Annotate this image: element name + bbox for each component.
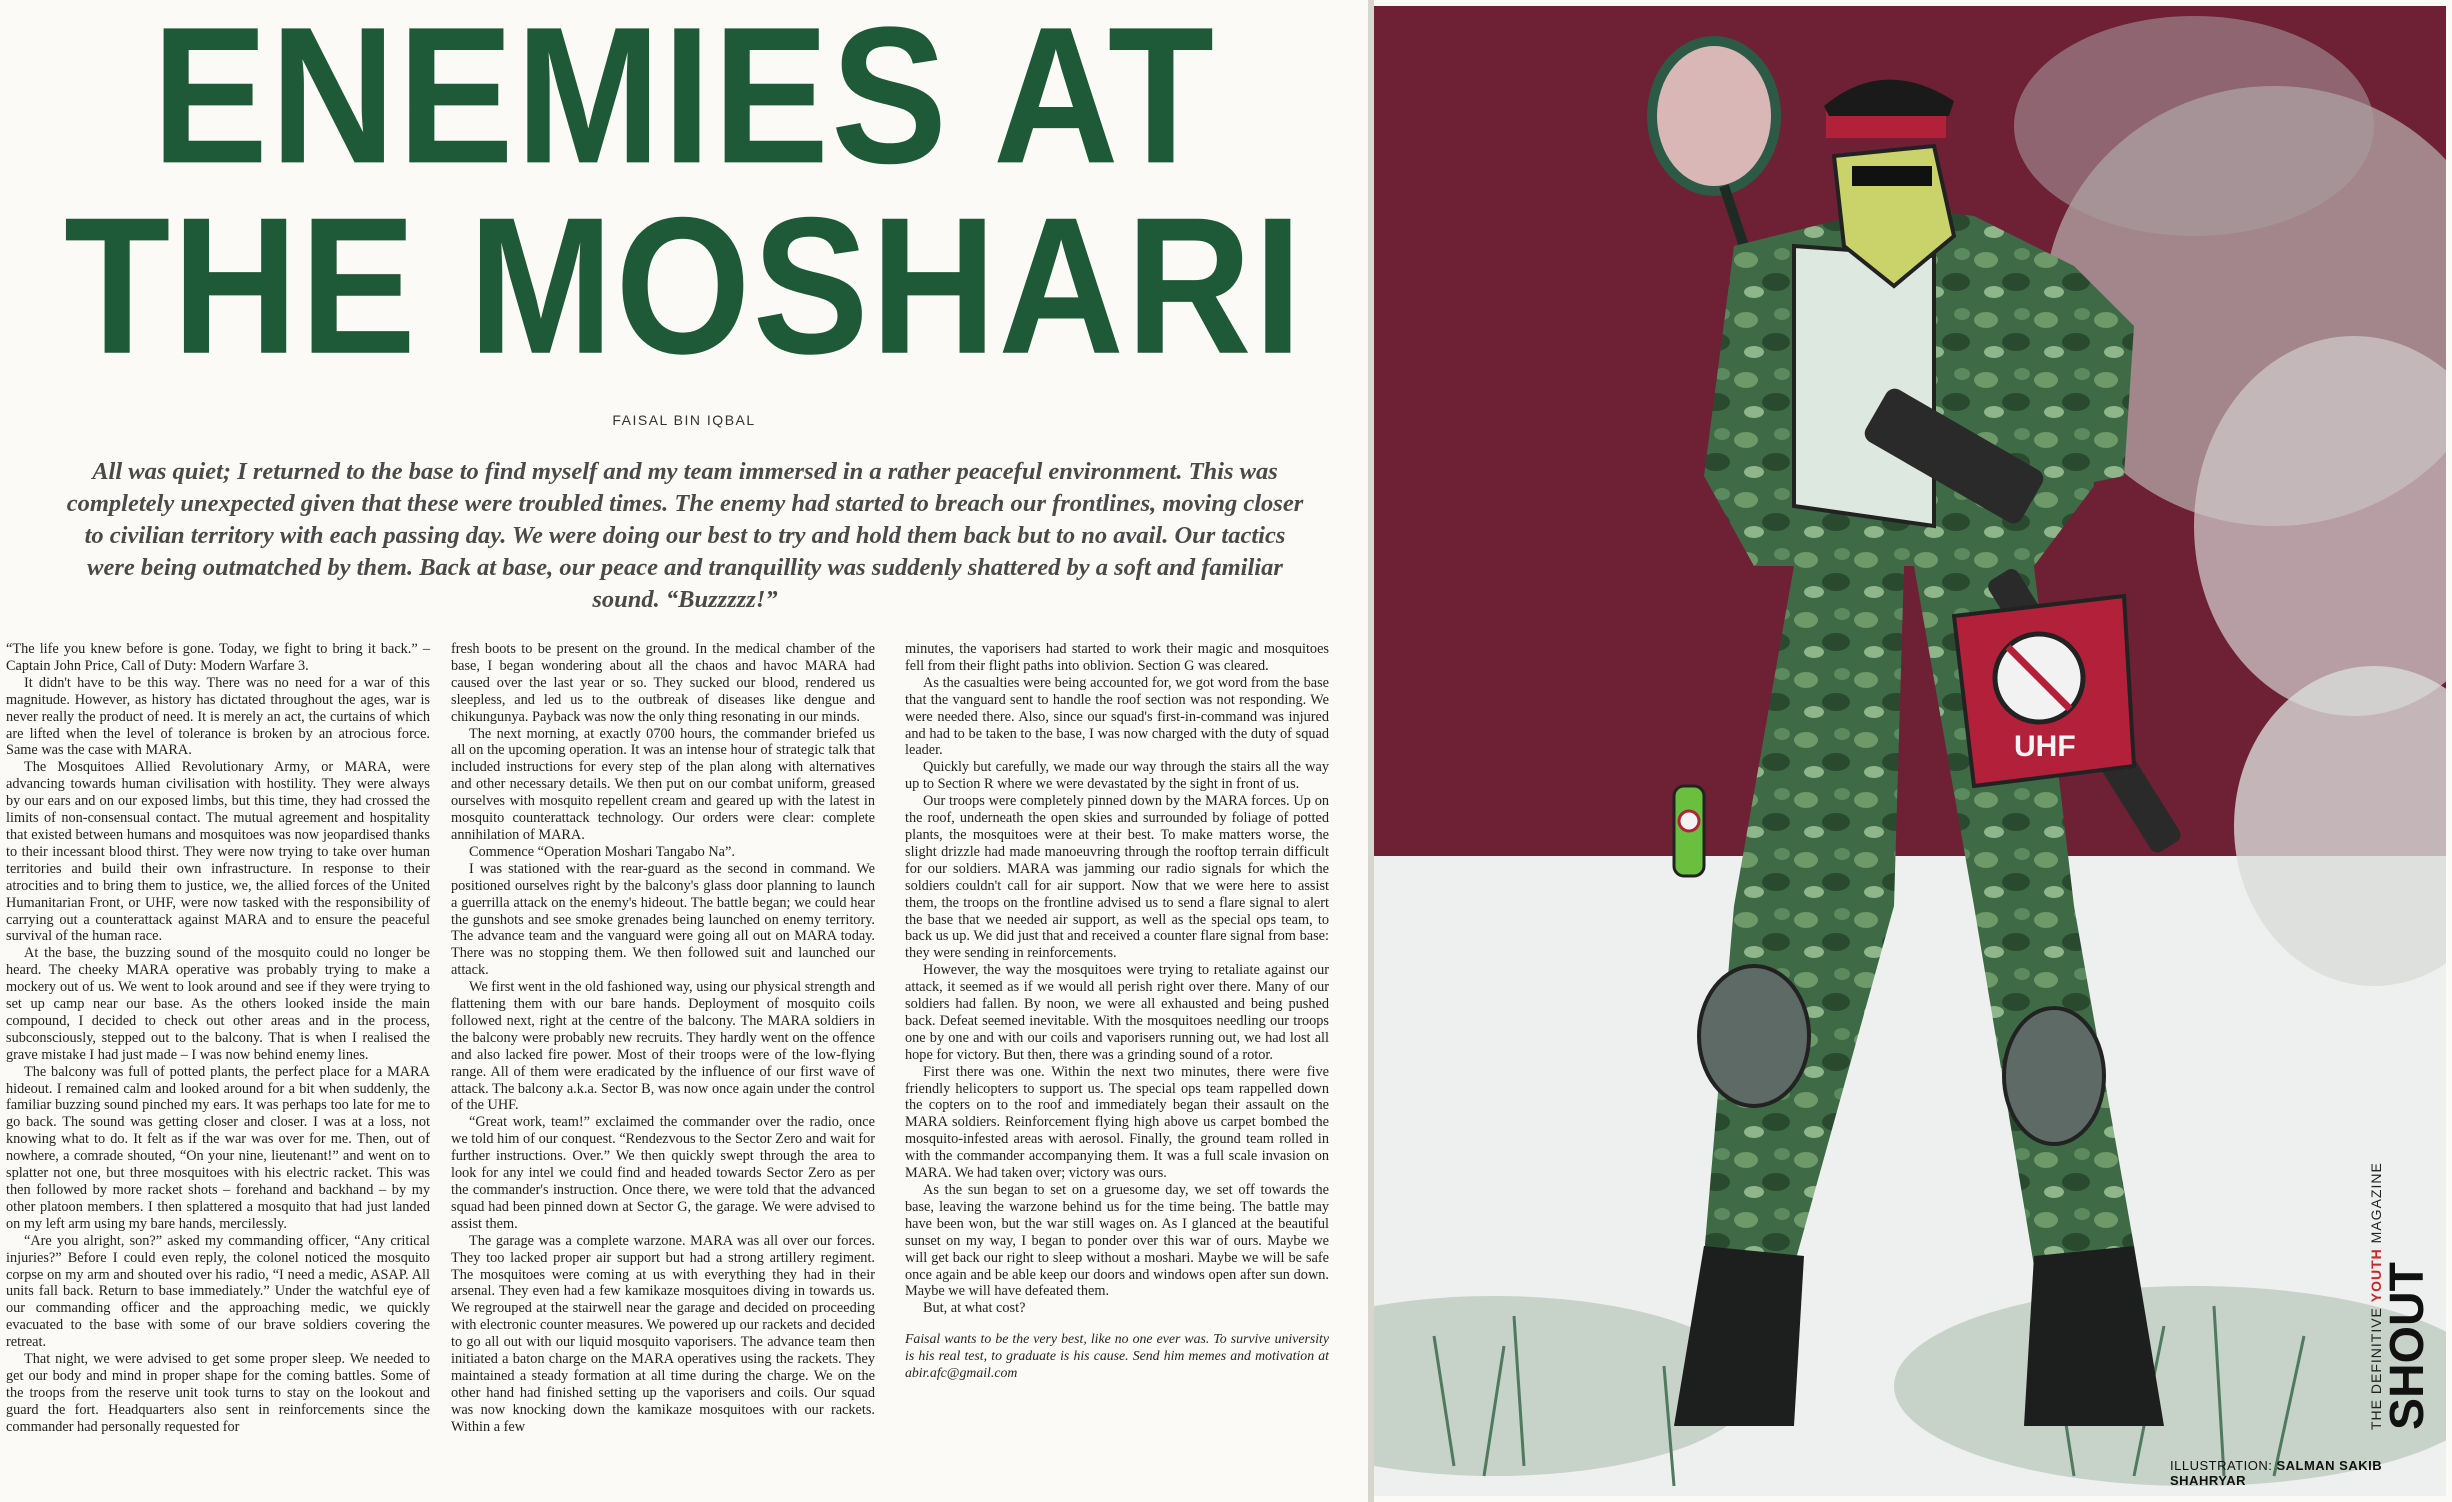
paragraph: However, the way the mosquitoes were trying to retaliate against our attack, it seemed as if we would all perish right over there. Many of our soldiers had fallen. By noon, we were all exhausted and being pushed back. Defeat seemed inevitable. With the mosquitoes needling our troops one by one and with our coils and vaporisers running out, we had lost all hope for victory. But then, there was a grinding sound of a rotor. bbox=[905, 962, 1329, 1063]
title-line-1: ENEMIES AT bbox=[151, 0, 1217, 204]
paragraph: Commence “Operation Moshari Tangabo Na”. bbox=[469, 843, 735, 860]
paragraph: “The life you knew before is gone. Today, we fight to bring it back.” – Captain John Price, Call of Duty: Modern Warfare 3. bbox=[6, 641, 430, 674]
paragraph: It didn't have to be this way. There was no need for a war of this magnitude. However, as history has dictated throughout the ages, war is never really the product of need. It is merely an act, the curtains of which are lifted when the level of tolerance is broken by an atrocious force. Same was the case with MARA. bbox=[6, 674, 430, 759]
author-byline: FAISAL BIN IQBAL bbox=[612, 412, 756, 428]
paragraph: As the sun began to set on a gruesome day, we set off towards the base, leaving the warzone behind us for the time being. The battle may have been won, but the war still wages on. As I glanced at the beautiful sunset on my way, I began to ponder over this war of ours. Maybe we will get back our right to sleep without a moshari. Maybe we will be safe once again and be able keep our doors and windows open after sun down. Maybe we will have defeated them. bbox=[905, 1182, 1329, 1300]
magazine-branding bbox=[2368, 1160, 2438, 1430]
illustration-credit: ILLUSTRATION: SALMAN SAKIB SHAHRYAR bbox=[2170, 1458, 2383, 1488]
paragraph: “Great work, team!” exclaimed the commander over the radio, once we told him of our conquest. “Rendezvous to the Sector Zero and wait for further instructions. Over.” We then quickly swept through the area to look for any intel we could find and headed towards Sector Zero as per the commander's instruction. Once there, we were told that the advanced squad had been pinned down at Sector G, the garage. We were advised to assist them. bbox=[451, 1114, 875, 1232]
illustration-svg bbox=[1374, 6, 2446, 1496]
paragraph: I was stationed with the rear-guard as the second in command. We positioned ourselves right by the balcony's glass door planning to launch a guerrilla attack on the enemy's hideout. The battle began; we could hear the gunshots and see smoke grenades being launched on enemy territory. The advance team and the vanguard were going all out on MARA today. There was no stopping them. We then followed suit and launched our attack. bbox=[451, 860, 875, 979]
title-line-2: THE MOSHARI bbox=[64, 175, 1304, 395]
text-column-3 bbox=[905, 641, 1329, 1382]
author-bio: Faisal wants to be the very best, like no one ever was. To survive university is his real test, to graduate is his cause. Send him memes and motivation at abir.afc@gmail.com bbox=[905, 1331, 1329, 1381]
uhf-text: UHF bbox=[2014, 730, 2076, 763]
paragraph: But, at what cost? bbox=[923, 1300, 1026, 1317]
soldier-illustration bbox=[1374, 6, 2446, 1496]
text-column-2 bbox=[451, 641, 875, 1436]
smoke-cloud bbox=[2014, 16, 2374, 236]
paragraph: We first went in the old fashioned way, using our physical strength and flattening them with our bare hands. Deployment of mosquito coils followed next, right at the centre of the balcony. The MARA soldiers in the balcony were probably new recruits. They hardly went on the offence and also lacked fire power. Most of their troops were of the low-flying range. All of them were eradicated by the influence of our first wave of attack. The balcony a.k.a. Sector B, was now once again under the control of the UHF. bbox=[451, 979, 875, 1114]
paragraph: First there was one. Within the next two minutes, there were five friendly helicopters to support us. The special ops team rappelled down the copters on to the roof and immediately began their assault on the MARA soldiers. Reinforcement flying high above us carpet bombed the mosquito-infested areas with aerosol. Finally, the ground team rolled in with the commander accompanying them. It was a full scale invasion on MARA. We had taken over; victory was ours. bbox=[905, 1063, 1329, 1182]
magazine-tagline: THE DEFINITIVE YOUTH MAGAZINE bbox=[2368, 1162, 2384, 1430]
paragraph: That night, we were advised to get some proper sleep. We needed to get our body and mind in proper shape for the coming battles. Some of the troops from the reserve unit took turns to stay on the lookout and guard the fort. Headquarters also sent in reinforcements since the commander had personally requested for bbox=[6, 1351, 430, 1435]
paragraph: Our troops were completely pinned down by the MARA forces. Up on the roof, underneath the open skies and surrounded by foliage of potted plants, the mosquitoes were at their best. To make matters worse, the slight drizzle had made manoeuvring through the rooftop terrain difficult for our soldiers. MARA was jamming our radio signals for which the soldiers couldn't call for air support. Now that we were here to assist them, the troops on the frontline advised us to send a flare signal to alert the base that we needed air support, as well as the special ops team, to back us up. We did just that and received a counter flare signal from base: they were sending in reinforcements. bbox=[905, 793, 1329, 962]
knee-pad bbox=[2004, 1008, 2104, 1144]
bottle-logo-icon bbox=[1679, 811, 1699, 831]
article-title bbox=[0, 0, 1368, 395]
paragraph: Quickly but carefully, we made our way through the stairs all the way up to Section R where we were devastated by the sight in front of us. bbox=[905, 759, 1329, 793]
racket-head bbox=[1652, 41, 1776, 191]
knee-pad bbox=[1699, 966, 1809, 1106]
paragraph: The garage was a complete warzone. MARA was all over our forces. They too lacked proper air support but had a strong artillery regiment. The mosquitoes were coming at us with everything they had in their arsenal. They even had a few kamikaze mosquitoes diving in towards us. We regrouped at the stairwell near the garage and decided on proceeding with electronic counter measures. We powered up our rackets and decided to go all out with our liquid mosquito vaporisers. The advance team then initiated a baton charge on the MARA operatives using the rackets. They maintained a steady formation at all time during the charge. We on the other hand had finished setting up the vaporisers and coils. Our squad was now knocking down the kamikaze mosquitoes with our rackets. Within a few bbox=[451, 1232, 875, 1435]
shout-logo: SHOUT bbox=[2381, 1262, 2434, 1430]
paragraph: minutes, the vaporisers had started to work their magic and mosquitoes fell from their flight paths into oblivion. Section G was cleared. bbox=[905, 641, 1329, 674]
paragraph: The next morning, at exactly 0700 hours, the commander briefed us all on the upcoming operation. It was an intense hour of strategic talk that included instructions for every step of the plan along with alternatives and other necessary details. We then put on our combat uniform, greased ourselves with mosquito repellent cream and geared up with the latest in mosquito counterattack technology. Our orders were clear: complete annihilation of MARA. bbox=[451, 725, 875, 843]
soldier-vest bbox=[1794, 246, 1934, 526]
paragraph: fresh boots to be present on the ground. In the medical chamber of the base, I began wondering about all the chaos and havoc MARA had caused over the last year or so. They sucked our blood, rendered us sleepless, and led us to the outbreak of diseases like dengue and chikungunya. Payback was now the only thing resonating in our minds. bbox=[451, 641, 875, 725]
paragraph: The balcony was full of potted plants, the perfect place for a MARA hideout. I remained calm and looked around for a bit when suddenly, the familiar buzzing sound pinched my ears. It was perhaps too late for me to go back. The sound was getting closer and closer. I was at a loss, not knowing what to do. It felt as if the war was over for me. Then, out of nowhere, a comrade shouted, “On your nine, lieutenant!” and went on to splatter not one, but three mosquitoes with his electric racket. This was then followed by more racket shots – forehand and backhand – by my other platoon members. I then splattered a mosquito that had just landed on my left arm using my bare hands, mercilessly. bbox=[6, 1063, 430, 1232]
paragraph: At the base, the buzzing sound of the mosquito could no longer be heard. The cheeky MARA operative was probably trying to make a mockery out of us. We went to look around and see if they were trying to set up camp near our base. As the others looked inside the main compound, I decided to check out other areas and in the process, subconsciously, stepped out to the balcony. That is when I realised the grave mistake I had just made – I was now behind enemy lines. bbox=[6, 945, 430, 1063]
paragraph: “Are you alright, son?” asked my commanding officer, “Any critical injuries?” Before I could even reply, the colonel noticed the mosquito corpse on my arm and shouted over his radio, “I need a medic, ASAP. All units fall back. Return to base immediately.” Under the watchful eye of our commanding officer and the approaching medic, we quickly evacuated to the base with some of our brave soldiers covering the retreat. bbox=[6, 1232, 430, 1351]
intro-paragraph: All was quiet; I returned to the base to find myself and my team immersed in a rather peaceful environment. This was completely unexpected given that these were troubled times. The enemy had started to breach our frontlines, moving closer to civilian territory with each passing day. We were doing our best to try and hold them back but to no avail. Our tactics were being outmatched by them. Back at base, our peace and tranquillity was suddenly shattered by a soft and familiar sound. “Buzzzzz!” bbox=[66, 458, 1304, 613]
paragraph: The Mosquitoes Allied Revolutionary Army, or MARA, were advancing towards human civilisation with hostility. They were always by our ears and on our exposed limbs, but this time, they had crossed the limits of non-consensual contact. The mutual agreement and hospitality that existed between humans and mosquitoes was now jeopardised thanks to their incessant blood thirst. They were now trying to take over human territories and build their own infrastructure. In response to their atrocities and to bring them to justice, we, the allied forces of the United Humanitarian Front, or UHF, were now tasked with the responsibility of carrying out a counterattack against MARA and to ensure the peaceful survival of the human race. bbox=[6, 759, 430, 945]
sunglasses bbox=[1852, 166, 1932, 186]
paragraph: As the casualties were being accounted for, we got word from the base that the vanguard sent to handle the roof section was not responding. We were needed there. Also, since our squad's first-in-command was injured and had to be taken to the base, I was now charged with the duty of squad leader. bbox=[905, 674, 1329, 759]
text-column-1 bbox=[6, 641, 430, 1436]
